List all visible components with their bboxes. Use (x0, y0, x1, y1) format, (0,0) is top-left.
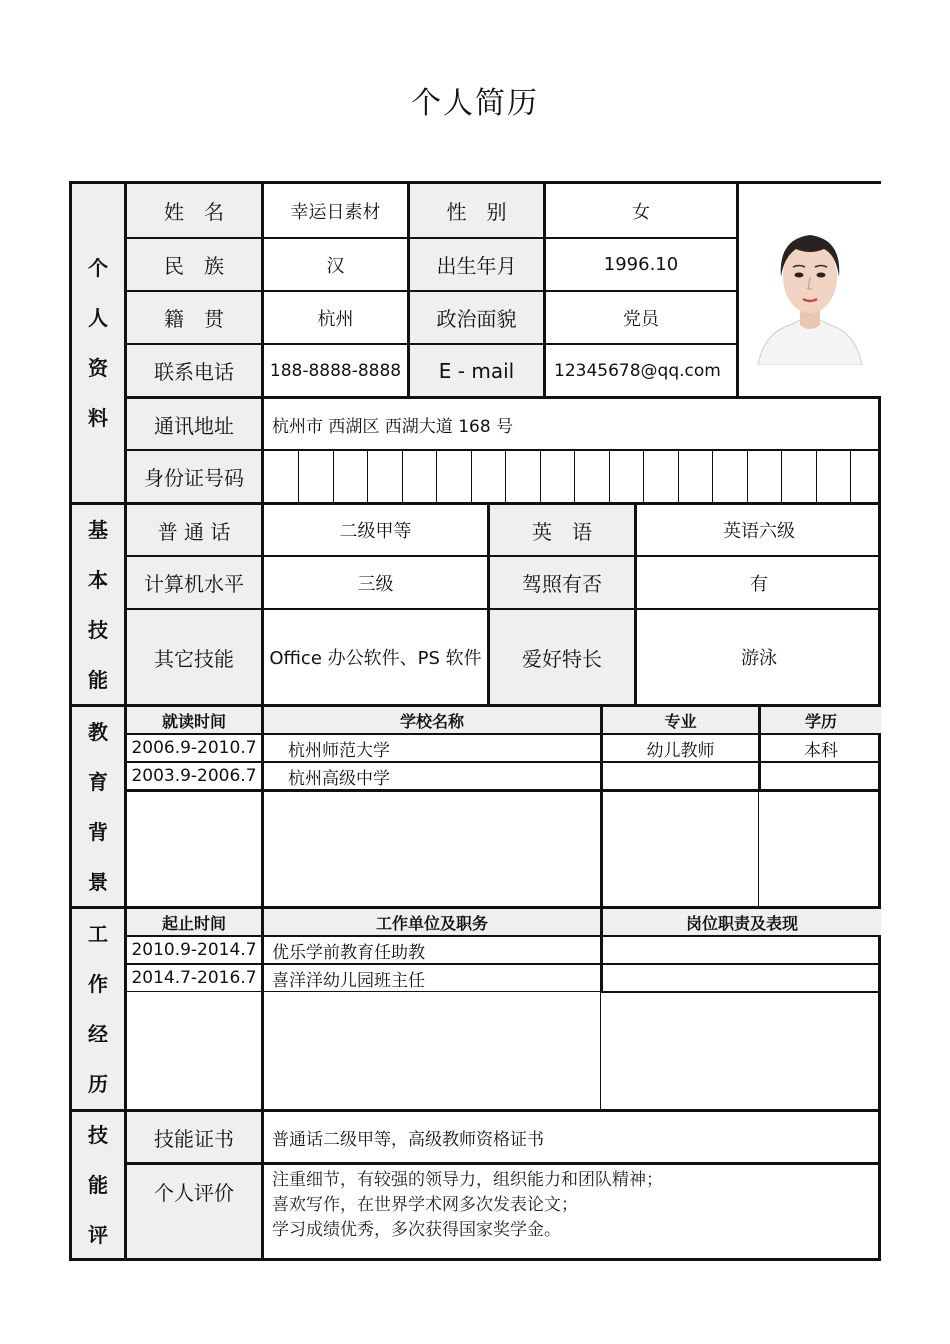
birth-value[interactable]: 1996.10 (543, 237, 736, 290)
work-row-empty-company[interactable] (261, 991, 600, 1109)
id-number-label: 身份证号码 (124, 449, 261, 502)
address-label: 通讯地址 (124, 396, 261, 449)
other-skills-label: 其它技能 (124, 608, 261, 704)
phone-value[interactable]: 188-8888-8888 (261, 343, 407, 396)
origin-value[interactable]: 杭州 (261, 290, 407, 343)
edu-header-period: 就读时间 (124, 704, 261, 733)
self-evaluation-value[interactable] (261, 1162, 881, 1258)
gender-label: 性 别 (407, 184, 543, 237)
work-row-2-company[interactable]: 喜洋洋幼儿园班主任 (261, 963, 600, 991)
self-evaluation-line-2: 喜欢写作，在世界学术网多次发表论文； (272, 1195, 578, 1215)
section-education: 教 育 背 景 (72, 704, 124, 906)
edu-row-empty-degree[interactable] (758, 789, 881, 906)
phone-label: 联系电话 (124, 343, 261, 396)
avatar-image (750, 215, 870, 365)
profile-photo (736, 184, 881, 396)
license-label: 驾照有否 (487, 555, 634, 608)
edu-header-major: 专业 (600, 704, 758, 733)
section-personal-info: 个 人 资 料 (72, 184, 124, 502)
section-work-experience: 工 作 经 历 (72, 906, 124, 1109)
work-row-1-period[interactable]: 2010.9-2014.7 (124, 935, 261, 963)
email-label: E - mail (407, 343, 543, 396)
edu-row-empty-major[interactable] (600, 789, 758, 906)
work-row-2-duties[interactable] (600, 963, 881, 991)
edu-row-2-period[interactable]: 2003.9-2006.7 (124, 761, 261, 789)
edu-row-empty-school[interactable] (261, 789, 600, 906)
name-value[interactable]: 幸运日素材 (261, 184, 407, 237)
origin-label: 籍 贯 (124, 290, 261, 343)
id-number-grid[interactable] (261, 449, 881, 502)
work-row-1-company[interactable]: 优乐学前教育任助教 (261, 935, 600, 963)
mandarin-value[interactable]: 二级甲等 (261, 502, 487, 555)
resume-title: 个人简历 (411, 86, 539, 121)
section-evaluation: 技 能 评 (72, 1109, 124, 1258)
english-value[interactable]: 英语六级 (634, 502, 881, 555)
political-value[interactable]: 党员 (543, 290, 736, 343)
certificates-label: 技能证书 (124, 1109, 261, 1162)
computer-label: 计算机水平 (124, 555, 261, 608)
section-basic-skills: 基 本 技 能 (72, 502, 124, 704)
other-skills-value[interactable]: Office 办公软件、PS 软件 (261, 608, 487, 704)
work-header-period: 起止时间 (124, 906, 261, 935)
hobby-label: 爱好特长 (487, 608, 634, 704)
work-row-2-period[interactable]: 2014.7-2016.7 (124, 963, 261, 991)
edu-row-1-period[interactable]: 2006.9-2010.7 (124, 733, 261, 761)
license-value[interactable]: 有 (634, 555, 881, 608)
self-evaluation-line-1: 注重细节，有较强的领导力，组织能力和团队精神； (272, 1170, 663, 1190)
edu-row-1-degree[interactable]: 本科 (758, 733, 881, 761)
work-header-company: 工作单位及职务 (261, 906, 600, 935)
ethnicity-value[interactable]: 汉 (261, 237, 407, 290)
work-row-empty-duties[interactable] (600, 991, 881, 1109)
work-header-duties: 岗位职责及表现 (600, 906, 881, 935)
edu-row-1-school[interactable]: 杭州师范大学 (261, 733, 600, 761)
birth-label: 出生年月 (407, 237, 543, 290)
name-label: 姓 名 (124, 184, 261, 237)
edu-header-school: 学校名称 (261, 704, 600, 733)
self-evaluation-line-3: 学习成绩优秀，多次获得国家奖学金。 (272, 1220, 561, 1240)
gender-value[interactable]: 女 (543, 184, 736, 237)
email-value[interactable]: 12345678@qq.com (543, 343, 736, 396)
english-label: 英 语 (487, 502, 634, 555)
mandarin-label: 普 通 话 (124, 502, 261, 555)
edu-row-2-major[interactable] (600, 761, 758, 789)
work-row-empty-period[interactable] (124, 991, 261, 1109)
political-label: 政治面貌 (407, 290, 543, 343)
edu-header-degree: 学历 (758, 704, 881, 733)
edu-row-1-major[interactable]: 幼儿教师 (600, 733, 758, 761)
work-row-1-duties[interactable] (600, 935, 881, 963)
edu-row-2-degree[interactable] (758, 761, 881, 789)
resume-table (69, 181, 881, 1261)
edu-row-2-school[interactable]: 杭州高级中学 (261, 761, 600, 789)
computer-value[interactable]: 三级 (261, 555, 487, 608)
edu-row-empty-period[interactable] (124, 789, 261, 906)
self-evaluation-label: 个人评价 (124, 1162, 261, 1258)
ethnicity-label: 民 族 (124, 237, 261, 290)
address-value[interactable]: 杭州市 西湖区 西湖大道 168 号 (261, 396, 881, 449)
certificates-value[interactable]: 普通话二级甲等，高级教师资格证书 (261, 1109, 881, 1162)
hobby-value[interactable]: 游泳 (634, 608, 881, 704)
